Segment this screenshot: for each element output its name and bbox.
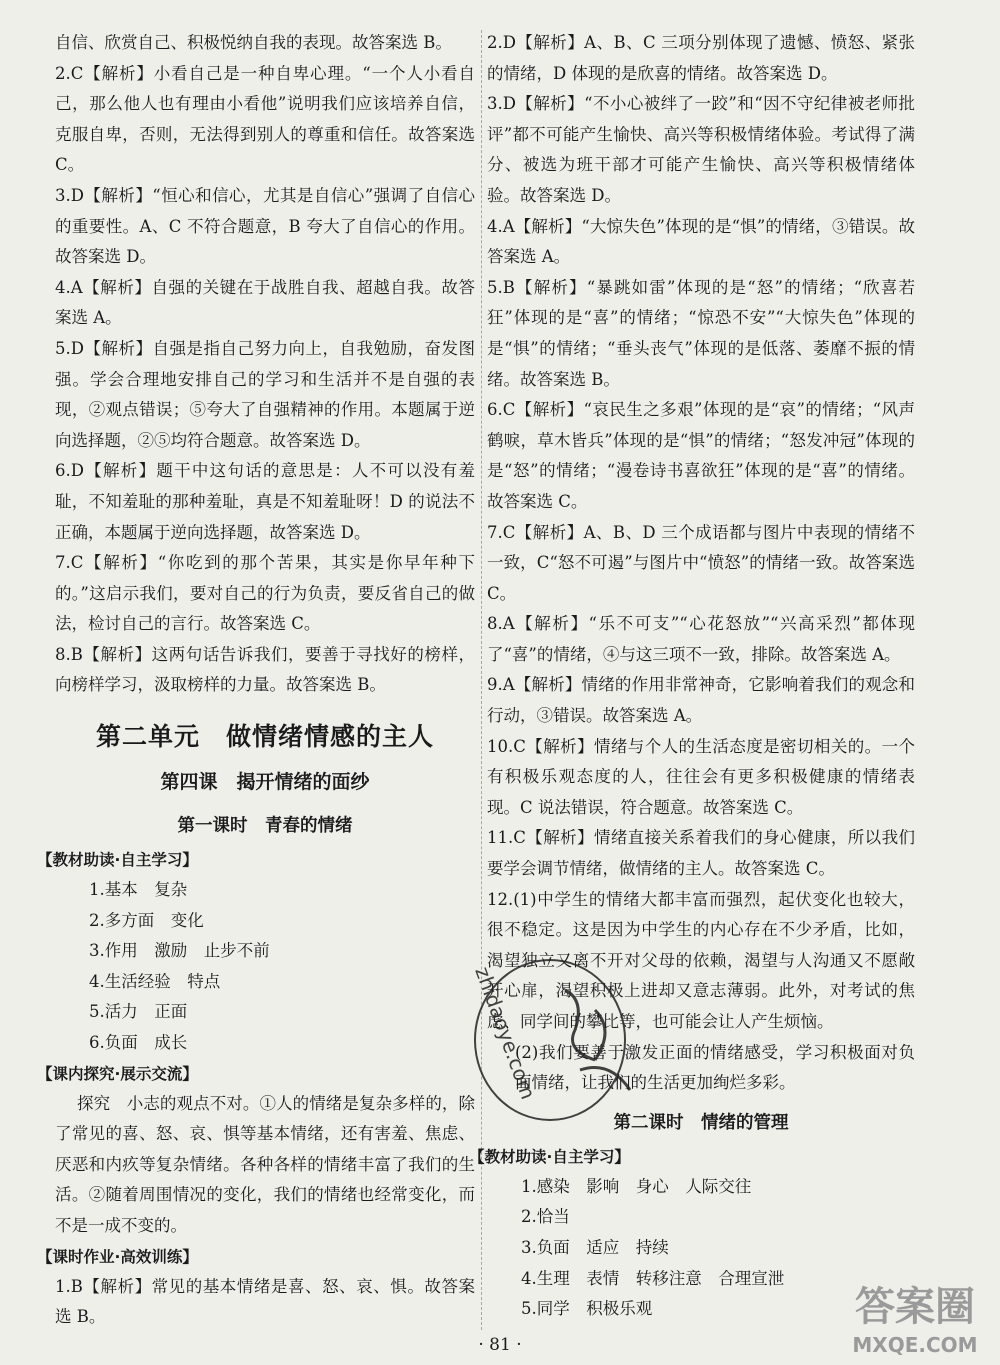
answer-item: 6.C【解析】“哀民生之多艰”体现的是“哀”的情绪；“风声鹤唳，草木皆兵”体现的是“惧”的情绪；“怒发冲冠”体现的是“怒”的情绪；“漫卷诗书喜欲狂”体现的是“喜”的情绪。故答案选 C。	[487, 400, 915, 511]
answer-line: 4.生活经验 特点	[89, 971, 221, 991]
answer-item: 1.B【解析】常见的基本情绪是喜、怒、哀、惧。故答案选 B。	[55, 1276, 475, 1327]
answer-line: 3.负面 适应 持续	[521, 1237, 669, 1257]
answer-line: 2.恰当	[521, 1207, 570, 1227]
unit-title: 第二单元 做情绪情感的主人	[95, 722, 434, 752]
watermark-text: zhidaoye.com	[470, 963, 541, 1103]
answer-item: 2.D【解析】A、B、C 三项分别体现了遗憾、愤怒、紧张的情绪，D 体现的是欣喜的情绪。故答案选 D。	[487, 33, 915, 83]
answer-item: 5.B【解析】“暴跳如雷”体现的是“怒”的情绪；“欣喜若狂”体现的是“喜”的情绪；“惊恐不安”“大惊失色”体现的是“惧”的情绪；“垂头丧气”体现的是低落、萎靡不振的情绪。故答案选 B。	[487, 277, 915, 389]
answer-item: 8.A【解析】“乐不可支”“心花怒放”“兴高采烈”都体现了“喜”的情绪，④与这三项不一致，排除。故答案选 A。	[487, 614, 915, 664]
page-number: · 81 ·	[478, 1335, 522, 1355]
answer-item: (2)我们要善于激发正面的情绪感受，学习积极面对负面情绪，让我们的生活更加绚烂多彩。	[515, 1042, 915, 1093]
answer-item: 4.A【解析】自强的关键在于战胜自我、超越自我。故答案选 A。	[55, 277, 475, 328]
answer-item: 自信、欣赏自己、积极悦纳自我的表现。故答案选 B。	[55, 33, 452, 52]
answer-item: 5.D【解析】自强是指自己努力向上，自我勉励，奋发图强。学会合理地安排自己的学习和生活并不是自强的表现，②观点错误；⑤夸大了自强精神的作用。本题属于逆向选择题，②⑤均符合题意。故答案选 D。	[55, 338, 475, 450]
section-heading: 【教材助读·自主学习】	[469, 1147, 630, 1166]
logo-text: 答案圈	[855, 1284, 975, 1330]
answer-line: 1.基本 复杂	[89, 880, 188, 900]
answer-item: 8.B【解析】这两句话告诉我们，要善于寻找好的榜样，向榜样学习，汲取榜样的力量。故答案选 B。	[55, 644, 475, 695]
left-column	[37, 28, 475, 1333]
answer-line: 3.作用 激励 止步不前	[89, 941, 270, 961]
answer-item: 3.D【解析】“不小心被绊了一跤”和“因不守纪律被老师批评”都不可能产生愉快、高兴等积极情绪体验。考试得了满分、被选为班干部才可能产生愉快、高兴等积极情绪体验。故答案选 D。	[487, 94, 915, 205]
section-heading: 【课时作业·高效训练】	[37, 1247, 198, 1266]
answer-item: 10.C【解析】情绪与个人的生活态度是密切相关的。一个有积极乐观态度的人，往往会有更多积极健康的情绪表现。C 说法错误，符合题意。故答案选 C。	[487, 736, 915, 817]
handwritten-watermark	[455, 930, 665, 1140]
answer-item: 2.C【解析】小看自己是一种自卑心理。“一个人小看自己，那么他人也有理由小看他”说明我们应该培养自信，克服自卑，否则，无法得到别人的尊重和信任。故答案选 C。	[55, 63, 475, 175]
answer-item: 7.C【解析】A、B、D 三个成语都与图片中表现的情绪不一致，C“怒不可遏”与图片中“愤怒”的情绪一致。故答案选 C。	[487, 522, 915, 603]
answer-item: 6.D【解析】题干中这句话的意思是：人不可以没有羞耻，不知羞耻的那种羞耻，真是不知羞耻呀！D 的说法不正确，本题属于逆向选择题，故答案选 D。	[55, 461, 475, 542]
explore-paragraph: 探究 小志的观点不对。①人的情绪是复杂多样的，除了常见的喜、怒、哀、惧等基本情绪，还有害羞、焦虑、厌恶和内疚等复杂情绪。各种各样的情绪丰富了我们的生活。②随着周围情况的变化，我们的情绪也经常变化，而不是一成不变的。	[55, 1093, 475, 1235]
answer-item: 7.C【解析】“你吃到的那个苦果，其实是你早年种下的。”这启示我们，要对自己的行为负责，要反省自己的做法，检讨自己的言行。故答案选 C。	[55, 553, 475, 634]
answer-line: 6.负面 成长	[89, 1033, 188, 1053]
answer-item: 12.(1)中学生的情绪大都丰富而强烈，起伏变化也较大，很不稳定。这是因为中学生的内心存在不少矛盾，比如，渴望独立又离不开对父母的依赖，渴望与人沟通又不愿敞开心扉，渴望积极上进却又意志薄弱。此外，对考试的焦虑、同学间的攀比等，也可能会让人产生烦恼。	[487, 889, 915, 1031]
lesson-title: 第四课 揭开情绪的面纱	[160, 771, 370, 794]
answer-item: 3.D【解析】“恒心和信心，尤其是自信心”强调了自信心的重要性。A、C 不符合题意，B 夸大了自信心的作用。故答案选 D。	[55, 185, 475, 267]
period-title: 第二课时 情绪的管理	[613, 1112, 789, 1133]
answer-item: 11.C【解析】情绪直接关系着我们的身心健康，所以我们要学会调节情绪，做情绪的主人。故答案选 C。	[487, 828, 915, 879]
answer-item: 4.A【解析】“大惊失色”体现的是“惧”的情绪，③错误。故答案选 A。	[487, 216, 915, 267]
answer-line: 5.活力 正面	[89, 1002, 188, 1022]
period-title: 第一课时 青春的情绪	[177, 816, 353, 837]
logo-subtext: MXQE.COM	[852, 1333, 978, 1357]
section-heading: 【课内探究·展示交流】	[37, 1064, 198, 1083]
watermark-strokes	[565, 990, 630, 1090]
answer-line: 2.多方面 变化	[89, 910, 204, 930]
answer-line: 5.同学 积极乐观	[521, 1299, 653, 1319]
answer-line: 4.生理 表情 转移注意 合理宣泄	[521, 1268, 785, 1288]
section-heading: 【教材助读·自主学习】	[37, 851, 198, 870]
answer-line: 1.感染 影响 身心 人际交往	[521, 1176, 752, 1196]
answer-item: 9.A【解析】情绪的作用非常神奇，它影响着我们的观念和行动，③错误。故答案选 A。	[487, 675, 915, 726]
